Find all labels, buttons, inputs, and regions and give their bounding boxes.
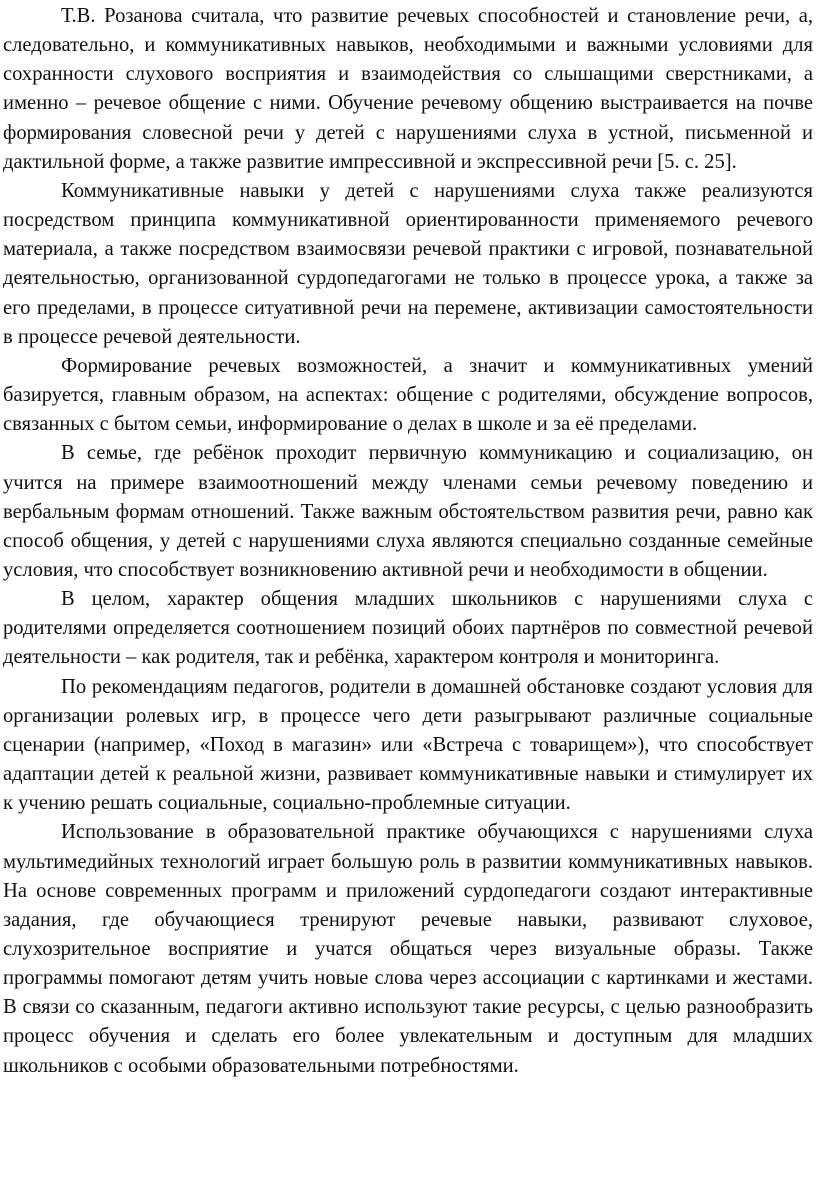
paragraph-multimedia: Использование в образовательной практике обучающихся с нарушениями слуха мультимедийных технологий играет большую роль в развитии коммуникативных навыков. На основе современных программ и приложений сурдопедагоги создают интерактивные задания, где обучающиеся тренируют речевые навыки, развивают слуховое, слухозрительное восприятие и учатся общаться через визуальные образы. Также программы помогают детям учить новые слова через ассоциации с картинками и жестами. В связи со сказанным, педагоги активно используют такие ресурсы, с целью разнообразить процесс обучения и сделать его более увлекательным и доступным для младших школьников с особыми образовательными потребностями. bbox=[3, 821, 813, 1077]
paragraph-communicative-skills: Коммуникативные навыки у детей с нарушениями слуха также реализуются посредством принципа коммуникативной ориентированности применяемого речевого материала, а также посредством взаимосвязи речевой практики с игровой, познавательной деятельностью, организованной сурдопедагогами не только в процессе урока, а также за его пределами, в процессе ситуативной речи на перемене, активизации самостоятельности в процессе речевой деятельности. bbox=[3, 179, 813, 348]
paragraph-family: В семье, где ребёнок проходит первичную коммуникацию и социализацию, он учится на примере взаимоотношений между членами семьи речевому поведению и вербальным формам отношений. Также важным обстоятельством развития речи, равно как способ общения, у детей с нарушениями слуха являются специально созданные семейные условия, что способствует возникновению активной речи и необходимости в общении. bbox=[3, 442, 813, 581]
paragraph-rozanova: Т.В. Розанова считала, что развитие речевых способностей и становление речи, а, следовательно, и коммуникативных навыков, необходимыми и важными условиями для сохранности слухового восприятия и взаимодействия со слышащими сверстниками, а именно – речевое общение с ними. Обучение речевому общению выстраивается на почве формирования словесной речи у детей с нарушениями слуха в устной, письменной и дактильной форме, а также развитие импрессивной и экспрессивной речи [5. с. 25]. bbox=[3, 5, 813, 173]
paragraph-speech-abilities: Формирование речевых возможностей, а значит и коммуникативных умений базируется, главным образом, на аспектах: общение с родителями, обсуждение вопросов, связанных с бытом семьи, информирование о делах в школе и за её пределами. bbox=[3, 354, 813, 436]
paragraph-role-games: По рекомендациям педагогов, родители в домашней обстановке создают условия для организации ролевых игр, в процессе чего дети разыгрывают различные социальные сценарии (например, «Поход в магазин» или «Встреча с товарищем»), что способствует адаптации детей к реальной жизни, развивает коммуникативные навыки и стимулирует их к учению решать социальные, социально-проблемные ситуации. bbox=[3, 675, 813, 815]
paragraph-parents-communication: В целом, характер общения младших школьников с нарушениями слуха с родителями определяется соотношением позиций обоих партнёров по совместной речевой деятельности – как родителя, так и ребёнка, характером контроля и мониторинга. bbox=[3, 588, 813, 669]
